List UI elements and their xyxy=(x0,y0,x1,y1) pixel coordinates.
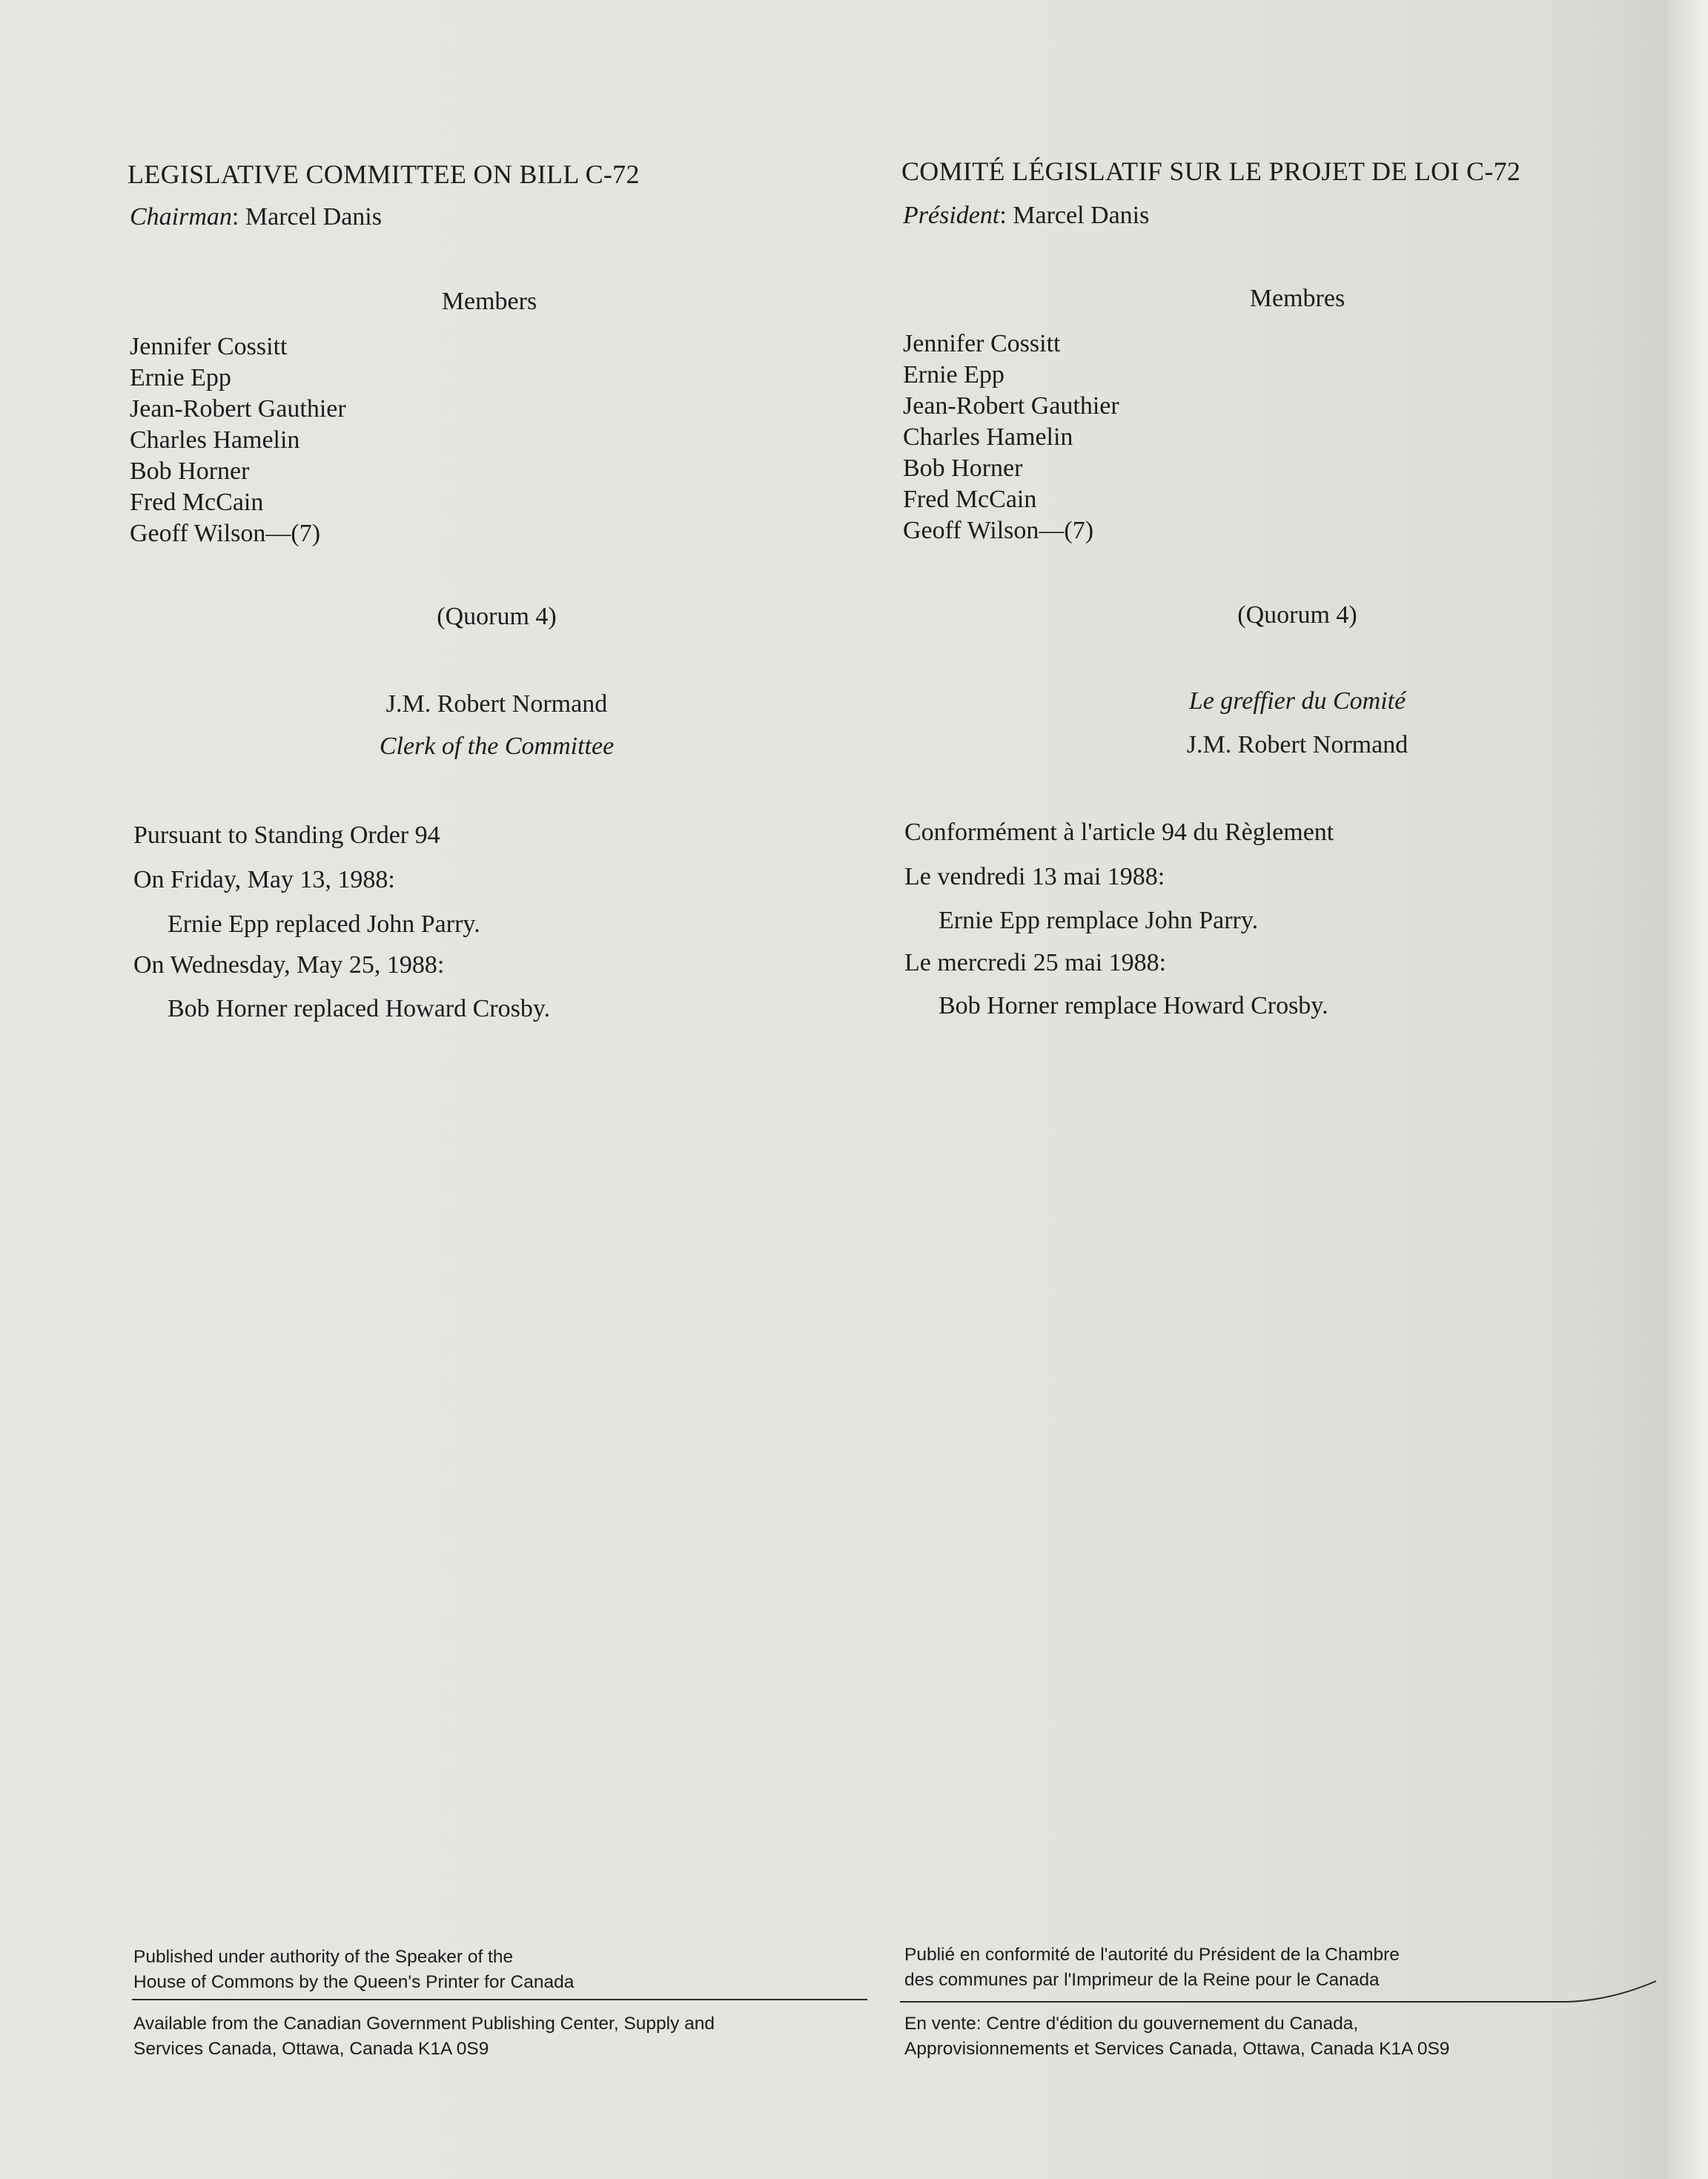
change1-en: Ernie Epp replaced John Parry. xyxy=(168,910,480,938)
page-edge-shadow xyxy=(1668,0,1708,2179)
date2-en: On Wednesday, May 25, 1988: xyxy=(133,951,445,979)
committee-title-en: LEGISLATIVE COMMITTEE ON BILL C-72 xyxy=(128,159,640,189)
member-item: Charles Hamelin xyxy=(130,426,300,454)
available-line-fr: Approvisionnements et Services Canada, Ottawa, Canada K1A 0S9 xyxy=(904,2039,1450,2059)
footer-rule-fr xyxy=(900,1972,1664,2009)
members-list-fr xyxy=(903,328,1119,546)
members-heading-en: Members xyxy=(441,288,537,315)
member-item: Charles Hamelin xyxy=(903,423,1073,451)
chairman-name-en: : Marcel Danis xyxy=(231,203,382,231)
members-heading-fr: Membres xyxy=(1249,285,1345,312)
committee-title-fr: COMITÉ LÉGISLATIF SUR LE PROJET DE LOI C-72 xyxy=(901,156,1521,186)
member-item: Jennifer Cossitt xyxy=(903,330,1061,357)
members-list-en xyxy=(130,331,346,549)
available-notice-en xyxy=(133,2011,715,2062)
change1-fr: Ernie Epp remplace John Parry. xyxy=(939,907,1259,934)
change2-en: Bob Horner replaced Howard Crosby. xyxy=(168,995,551,1022)
member-item: Ernie Epp xyxy=(903,361,1004,388)
available-line-en: Available from the Canadian Government Publishing Center, Supply and xyxy=(133,2014,715,2034)
footer-rule-en xyxy=(132,1999,867,2000)
quorum-fr: (Quorum 4) xyxy=(1237,601,1357,629)
member-item: Bob Horner xyxy=(903,454,1023,482)
date2-fr: Le mercredi 25 mai 1988: xyxy=(904,949,1167,976)
chairman-line-en xyxy=(130,203,382,231)
available-line-en: Services Canada, Ottawa, Canada K1A 0S9 xyxy=(133,2039,489,2059)
standing-order-fr: Conformément à l'article 94 du Règlement xyxy=(904,819,1334,846)
chairman-label-fr: Président xyxy=(903,202,1000,229)
clerk-title-fr: Le greffier du Comité xyxy=(1188,687,1406,715)
change2-fr: Bob Horner remplace Howard Crosby. xyxy=(939,992,1328,1019)
available-line-fr: En vente: Centre d'édition du gouvernement du Canada, xyxy=(904,2014,1359,2034)
date1-fr: Le vendredi 13 mai 1988: xyxy=(904,863,1165,890)
member-item: Jennifer Cossitt xyxy=(130,333,288,360)
clerk-name-fr: J.M. Robert Normand xyxy=(1186,731,1409,758)
date1-en: On Friday, May 13, 1988: xyxy=(133,866,395,893)
published-line-en: House of Commons by the Queen's Printer for Canada xyxy=(133,1972,575,1992)
member-item: Bob Horner xyxy=(130,457,250,485)
chairman-name-fr: : Marcel Danis xyxy=(999,202,1150,229)
available-notice-fr xyxy=(904,2011,1449,2062)
published-line-en: Published under authority of the Speaker of the xyxy=(133,1947,514,1967)
clerk-name-en: J.M. Robert Normand xyxy=(385,690,608,718)
member-item: Jean-Robert Gauthier xyxy=(903,392,1119,420)
member-item: Fred McCain xyxy=(130,489,264,516)
french-column xyxy=(853,0,1661,2179)
english-column xyxy=(0,0,786,2179)
published-line-fr: des communes par l'Imprimeur de la Reine pour le Canada xyxy=(904,1970,1380,1990)
member-item: Geoff Wilson—(7) xyxy=(903,517,1094,544)
standing-order-en: Pursuant to Standing Order 94 xyxy=(133,821,440,849)
clerk-title-en: Clerk of the Committee xyxy=(379,733,615,760)
member-item: Ernie Epp xyxy=(130,364,231,391)
member-item: Geoff Wilson—(7) xyxy=(130,520,321,547)
published-notice-en xyxy=(133,1945,574,1995)
member-item: Fred McCain xyxy=(903,486,1037,513)
published-line-fr: Publié en conformité de l'autorité du Président de la Chambre xyxy=(904,1945,1400,1965)
chairman-label-en: Chairman xyxy=(130,203,232,231)
chairman-line-fr xyxy=(903,202,1149,230)
quorum-en: (Quorum 4) xyxy=(437,603,557,630)
member-item: Jean-Robert Gauthier xyxy=(130,395,346,423)
